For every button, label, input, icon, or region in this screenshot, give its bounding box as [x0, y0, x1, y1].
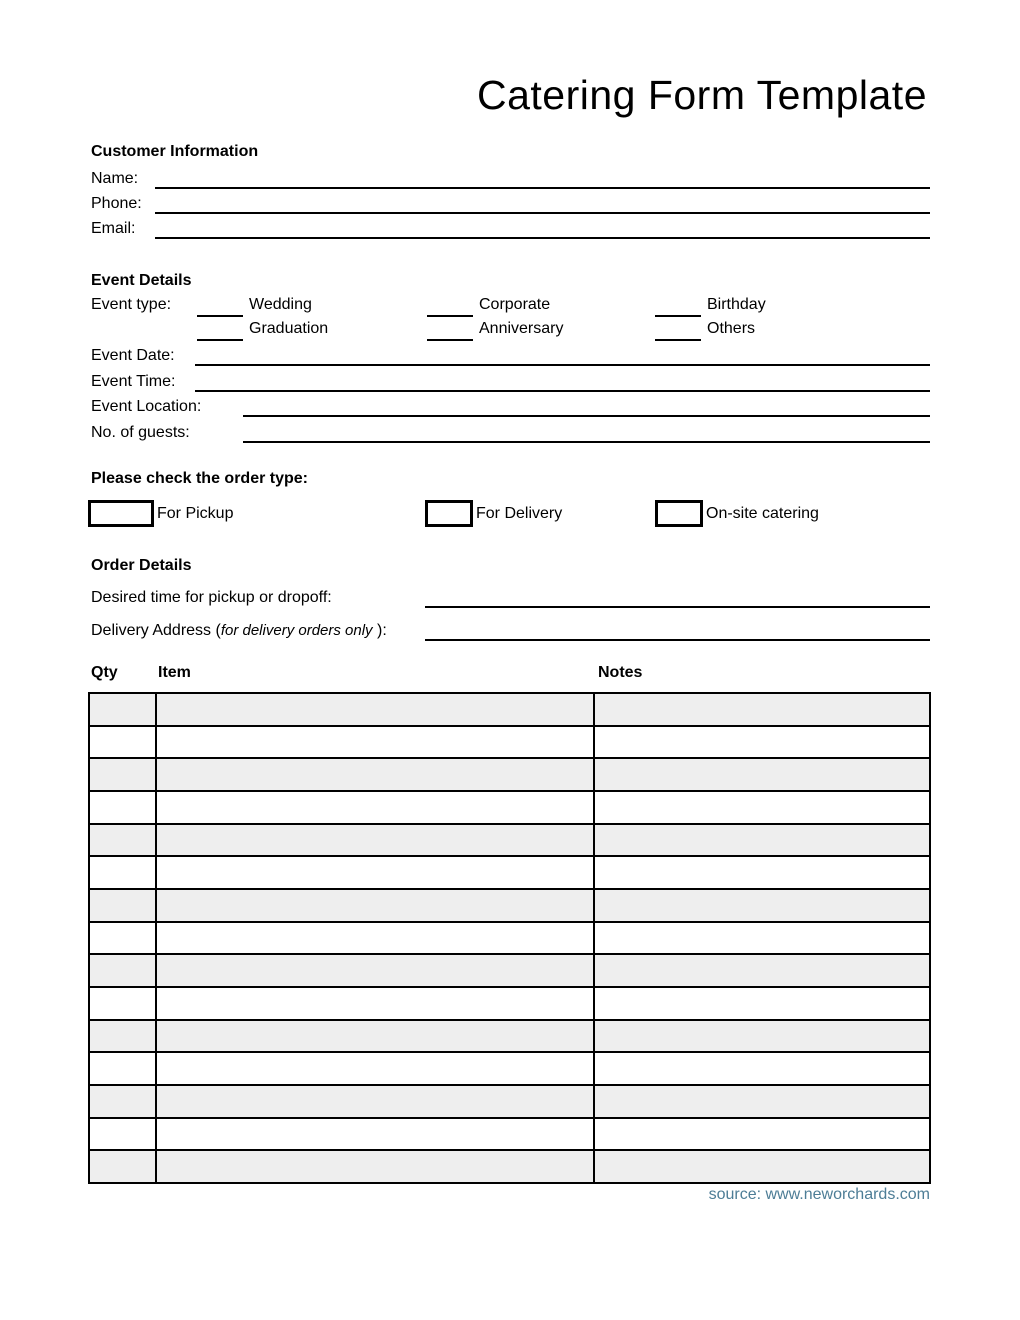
notes-cell[interactable]	[595, 1086, 929, 1117]
table-row	[90, 792, 929, 825]
event-date-row	[91, 340, 930, 366]
wedding-option-label: Wedding	[249, 296, 312, 313]
item-cell[interactable]	[157, 825, 595, 856]
notes-cell[interactable]	[595, 1119, 929, 1150]
table-row	[90, 1119, 929, 1152]
phone-field-row	[91, 188, 930, 214]
onsite-option	[655, 500, 819, 527]
event-time-input-line[interactable]	[195, 366, 930, 392]
birthday-option-label: Birthday	[707, 296, 766, 313]
pickup-checkbox[interactable]	[88, 500, 154, 527]
delivery-address-row	[91, 615, 930, 641]
source-attribution: source: www.neworchards.com	[708, 1186, 930, 1203]
guests-input-line[interactable]	[243, 417, 930, 443]
notes-cell[interactable]	[595, 955, 929, 986]
notes-cell[interactable]	[595, 923, 929, 954]
event-location-label: Event Location:	[91, 398, 202, 415]
event-date-label: Event Date:	[91, 347, 175, 364]
table-row	[90, 955, 929, 988]
table-row	[90, 1053, 929, 1086]
order-type-options-row	[88, 500, 930, 527]
name-field-row	[91, 163, 930, 189]
name-input-line[interactable]	[155, 163, 930, 189]
desired-time-input-line[interactable]	[425, 582, 930, 608]
others-option-label: Others	[707, 320, 756, 337]
qty-cell[interactable]	[90, 1151, 157, 1182]
table-row	[90, 857, 929, 890]
graduation-option-label: Graduation	[249, 320, 329, 337]
item-cell[interactable]	[157, 955, 595, 986]
delivery-checkbox[interactable]	[425, 500, 473, 527]
notes-cell[interactable]	[595, 792, 929, 823]
items-table-header	[88, 664, 931, 684]
notes-cell[interactable]	[595, 890, 929, 921]
qty-cell[interactable]	[90, 1086, 157, 1117]
desired-time-label: Desired time for pickup or dropoff:	[91, 589, 332, 606]
notes-cell[interactable]	[595, 825, 929, 856]
item-cell[interactable]	[157, 759, 595, 790]
notes-cell[interactable]	[595, 857, 929, 888]
item-cell[interactable]	[157, 792, 595, 823]
delivery-label: For Delivery	[476, 504, 563, 522]
email-label: Email:	[91, 220, 136, 237]
corporate-option-label: Corporate	[479, 296, 551, 313]
qty-cell[interactable]	[90, 857, 157, 888]
table-row	[90, 988, 929, 1021]
item-cell[interactable]	[157, 1086, 595, 1117]
page-title: Catering Form Template	[476, 72, 927, 118]
order-type-section	[88, 470, 930, 530]
notes-cell[interactable]	[595, 1021, 929, 1052]
qty-cell[interactable]	[90, 988, 157, 1019]
onsite-label: On-site catering	[706, 504, 819, 522]
qty-cell[interactable]	[90, 1119, 157, 1150]
notes-cell[interactable]	[595, 694, 929, 725]
event-details-section	[91, 272, 930, 452]
phone-label: Phone:	[91, 195, 142, 212]
event-type-row-1	[91, 292, 930, 317]
guests-row	[91, 417, 930, 443]
notes-cell[interactable]	[595, 759, 929, 790]
delivery-option	[425, 500, 562, 527]
customer-information-heading: Customer Information	[91, 143, 259, 160]
notes-cell[interactable]	[595, 727, 929, 758]
notes-cell[interactable]	[595, 988, 929, 1019]
event-details-heading: Event Details	[91, 272, 192, 289]
pickup-label: For Pickup	[157, 504, 234, 522]
order-type-heading: Please check the order type:	[91, 470, 308, 487]
qty-cell[interactable]	[90, 923, 157, 954]
table-row	[90, 1021, 929, 1054]
item-cell[interactable]	[157, 727, 595, 758]
delivery-address-input-line[interactable]	[425, 615, 930, 641]
table-row	[90, 923, 929, 956]
order-details-section	[91, 557, 930, 652]
qty-cell[interactable]	[90, 759, 157, 790]
event-location-row	[91, 391, 930, 417]
event-type-row-2	[91, 316, 930, 341]
table-row	[90, 890, 929, 923]
notes-cell[interactable]	[595, 1151, 929, 1182]
delivery-address-label: Delivery Address (for delivery orders only ):	[91, 622, 387, 639]
guests-label: No. of guests:	[91, 424, 190, 441]
qty-cell[interactable]	[90, 727, 157, 758]
table-row	[90, 759, 929, 792]
qty-cell[interactable]	[90, 825, 157, 856]
event-type-label: Event type:	[91, 296, 172, 313]
item-cell[interactable]	[157, 988, 595, 1019]
item-cell[interactable]	[157, 890, 595, 921]
table-row	[90, 825, 929, 858]
item-cell[interactable]	[157, 923, 595, 954]
phone-input-line[interactable]	[155, 188, 930, 214]
qty-cell[interactable]	[90, 1021, 157, 1052]
item-cell[interactable]	[157, 1151, 595, 1182]
item-cell[interactable]	[157, 857, 595, 888]
event-time-row	[91, 366, 930, 392]
qty-cell[interactable]	[90, 1053, 157, 1084]
table-row	[90, 1151, 929, 1182]
notes-cell[interactable]	[595, 1053, 929, 1084]
qty-column-header: Qty	[91, 664, 118, 681]
desired-time-row	[91, 582, 930, 608]
customer-information-section	[91, 143, 930, 253]
item-cell[interactable]	[157, 1119, 595, 1150]
qty-cell[interactable]	[90, 694, 157, 725]
name-label: Name:	[91, 170, 139, 187]
event-location-input-line[interactable]	[243, 391, 930, 417]
email-input-line[interactable]	[155, 213, 930, 239]
pickup-option	[88, 500, 233, 527]
item-cell[interactable]	[157, 694, 595, 725]
anniversary-option-label: Anniversary	[479, 320, 564, 337]
table-row	[90, 727, 929, 760]
event-time-label: Event Time:	[91, 373, 176, 390]
onsite-checkbox[interactable]	[655, 500, 703, 527]
notes-column-header: Notes	[598, 664, 643, 681]
table-row	[90, 1086, 929, 1119]
item-cell[interactable]	[157, 1053, 595, 1084]
qty-cell[interactable]	[90, 890, 157, 921]
table-row	[90, 694, 929, 727]
qty-cell[interactable]	[90, 955, 157, 986]
items-table	[88, 692, 931, 1184]
event-date-input-line[interactable]	[195, 340, 930, 366]
item-column-header: Item	[158, 664, 191, 681]
item-cell[interactable]	[157, 1021, 595, 1052]
order-details-heading: Order Details	[91, 557, 192, 574]
email-field-row	[91, 213, 930, 239]
qty-cell[interactable]	[90, 792, 157, 823]
